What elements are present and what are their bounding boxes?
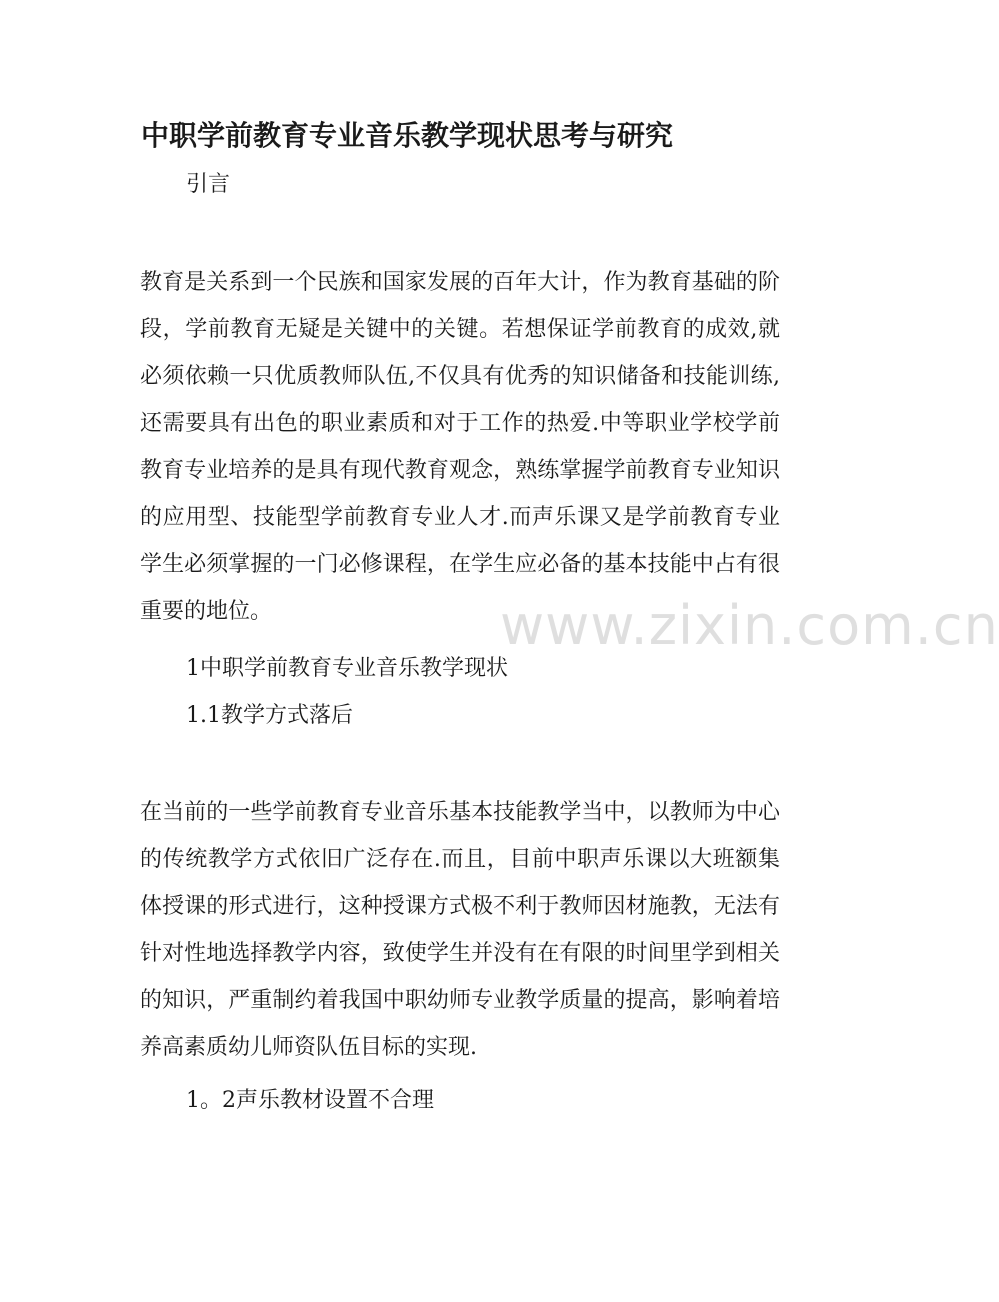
section-1-1-heading: 1.1教学方式落后 [186, 703, 353, 728]
intro-heading: 引言 [186, 172, 231, 197]
paragraph-section-1-1-body: 在当前的一些学前教育专业音乐基本技能教学当中，以教师为中心的传统教学方式依旧广泛存在.而且，目前中职声乐课以大班额集体授课的形式进行，这种授课方式极不利于教师因材施教，无法有针对性地选择教学内容，致使学生并没有在有限的时间里学到相关的知识，严重制约着我国中职幼师专业教学质量的提高，影响着培养高素质幼儿师资队伍目标的实现. [140, 800, 780, 1060]
watermark: www.zixin.com.cn [500, 594, 999, 657]
paragraph-intro-body: 教育是关系到一个民族和国家发展的百年大计，作为教育基础的阶段，学前教育无疑是关键中的关键。若想保证学前教育的成效,就必须依赖一只优质教师队伍,不仅具有优秀的知识储备和技能训练,还需要具有出色的职业素质和对于工作的热爱.中等职业学校学前教育专业培养的是具有现代教育观念，熟练掌握学前教育专业知识的应用型、技能型学前教育专业人才.而声乐课又是学前教育专业学生必须掌握的一门必修课程，在学生应必备的基本技能中占有很重要的地位。 [140, 270, 780, 624]
document-title: 中职学前教育专业音乐教学现状思考与研究 [141, 119, 674, 152]
section-1-2-heading: 1。2声乐教材设置不合理 [186, 1088, 434, 1113]
section-1-heading: 1中职学前教育专业音乐教学现状 [186, 656, 508, 681]
